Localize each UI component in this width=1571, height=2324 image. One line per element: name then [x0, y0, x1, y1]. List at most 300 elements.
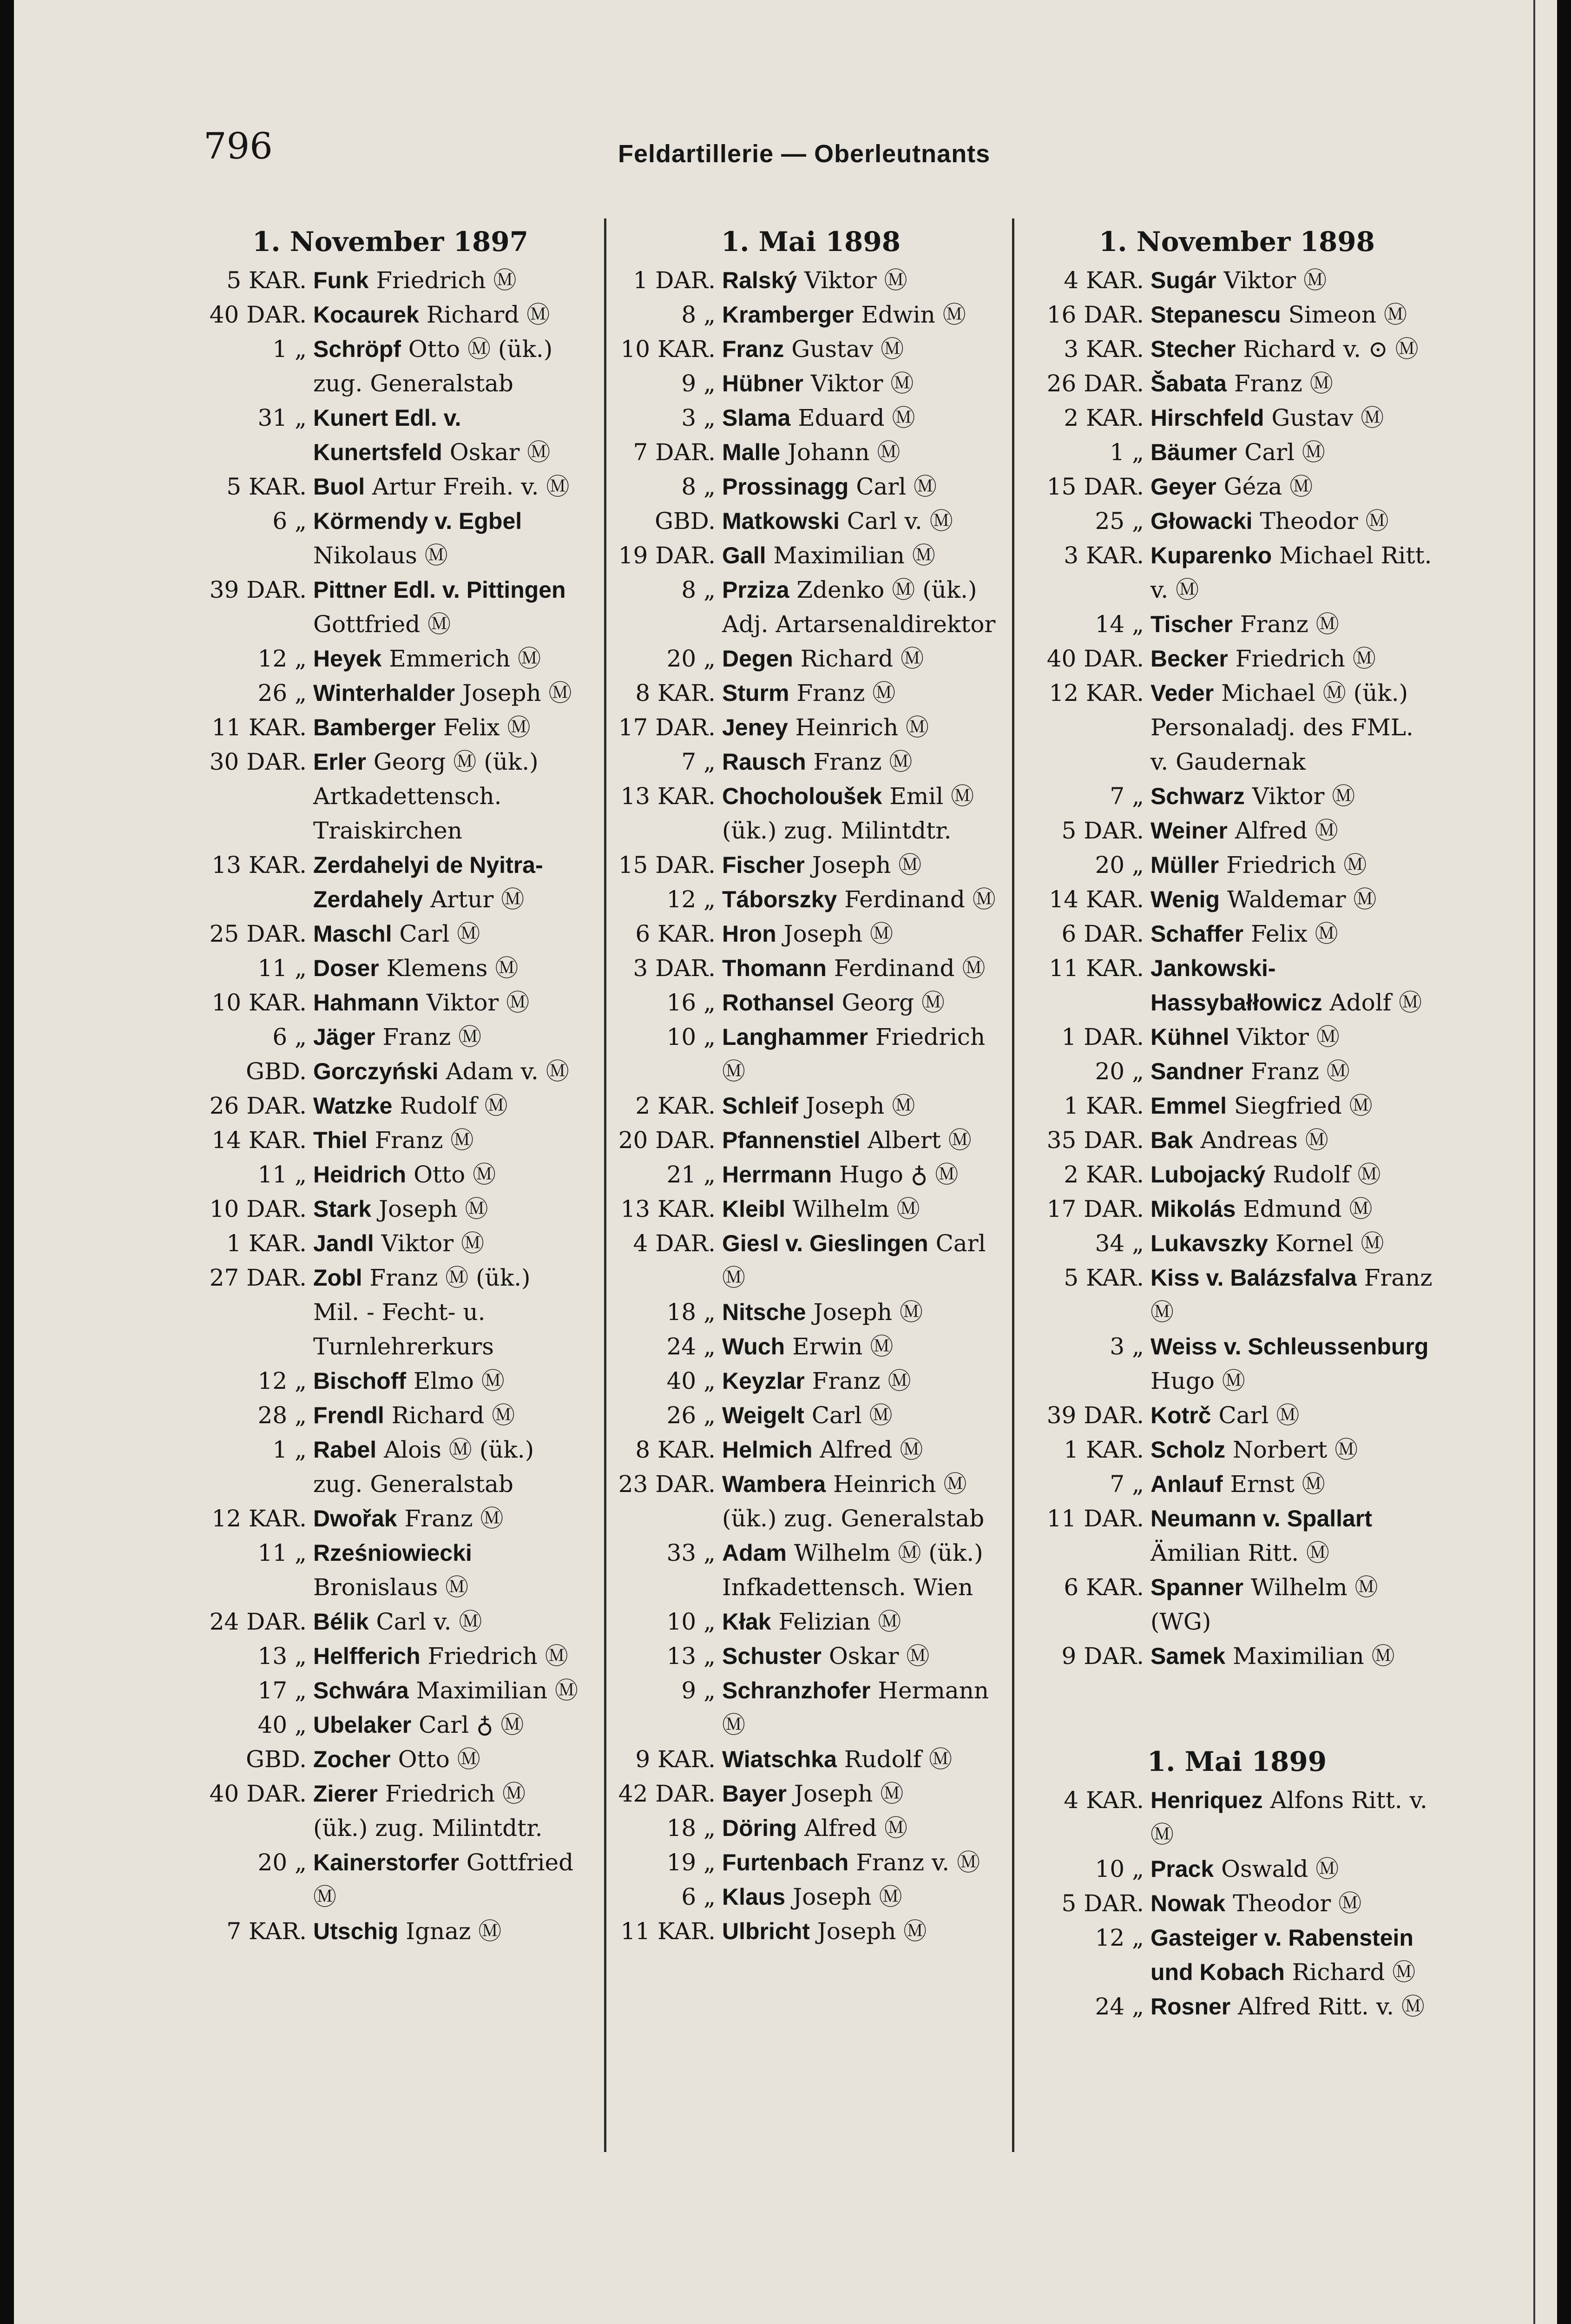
- officer-surname: Jäger: [313, 1024, 375, 1050]
- unit-rank: 18 „: [666, 1815, 716, 1842]
- entry-text: [1150, 1570, 1437, 1639]
- entry-text: [722, 332, 1013, 366]
- list-item: [200, 1433, 581, 1501]
- entry-text: [313, 573, 581, 641]
- officer-surname: Rothansel: [722, 990, 835, 1016]
- entry-text: [722, 1639, 1013, 1673]
- officer-details: Klemens Ⓜ: [379, 955, 519, 982]
- officer-details: Carl v. Ⓜ: [368, 1608, 482, 1635]
- list-item: [1037, 332, 1437, 366]
- unit-rank: 9 „: [681, 370, 716, 397]
- unit-rank: 6 KAR.: [1064, 1574, 1144, 1601]
- unit-rank: 12 „: [257, 645, 307, 672]
- list-item: [200, 1089, 581, 1123]
- entry-text: [313, 263, 581, 297]
- unit-rank: 21 „: [666, 1161, 716, 1188]
- entry-text: [722, 366, 1013, 401]
- entry-text: [1150, 1467, 1437, 1501]
- officer-surname: Thomann: [722, 955, 827, 981]
- officer-details: Friedrich Ⓜ: [420, 1643, 568, 1670]
- entry-text: [313, 1089, 581, 1123]
- unit-rank: 9 KAR.: [635, 1746, 716, 1773]
- unit-rank: 23 DAR.: [618, 1471, 716, 1498]
- entry-text: [1150, 607, 1437, 641]
- officer-details: Viktor Ⓜ: [1244, 783, 1355, 810]
- officer-surname: Hirschfeld: [1150, 405, 1264, 431]
- list-item: [1037, 813, 1437, 848]
- officer-details: Maximilian Ⓜ: [766, 542, 935, 569]
- unit-rank: 20 DAR.: [618, 1127, 716, 1154]
- officer-surname: Wenig: [1150, 886, 1220, 912]
- list-item: [609, 263, 1013, 297]
- officer-details: Carl Ⓜ: [722, 1230, 986, 1291]
- unit-rank: 13 KAR.: [620, 783, 716, 810]
- list-item: [1037, 1467, 1437, 1501]
- entry-text: [1150, 538, 1437, 607]
- entry-text: [722, 641, 1013, 676]
- column-2: [609, 223, 1013, 1948]
- entry-text: [313, 676, 581, 710]
- list-item: [609, 1192, 1013, 1226]
- entry-text: [722, 573, 1013, 641]
- list-item: [609, 1914, 1013, 1948]
- entry-text: [722, 1123, 1013, 1157]
- officer-surname: Weiss v. Schleussenburg: [1150, 1334, 1429, 1360]
- list-item: [609, 332, 1013, 366]
- officer-details: Adolf Ⓜ: [1322, 989, 1422, 1016]
- officer-surname: Rabel: [313, 1437, 377, 1463]
- entry-text: [313, 1123, 581, 1157]
- list-item: [609, 1020, 1013, 1089]
- list-item: [1037, 917, 1437, 951]
- entry-text: [722, 1536, 1013, 1604]
- list-item: [1037, 1783, 1437, 1852]
- officer-surname: Kotrč: [1150, 1402, 1211, 1428]
- entry-text: [1150, 779, 1437, 813]
- entry-text: [1150, 882, 1437, 917]
- unit-rank: 39 DAR.: [209, 576, 307, 603]
- unit-rank: 8 KAR.: [635, 1436, 716, 1463]
- unit-rank: 5 DAR.: [1061, 1890, 1144, 1917]
- unit-rank: 24 „: [1095, 1993, 1144, 2020]
- officer-surname: Schaffer: [1150, 921, 1244, 947]
- unit-rank: 20 „: [1095, 1058, 1144, 1085]
- list-item: [1037, 1157, 1437, 1192]
- list-item: [1037, 1921, 1437, 1989]
- unit-rank: 16 „: [666, 989, 716, 1016]
- officer-details: Gustav Ⓜ: [1264, 404, 1384, 431]
- list-item: [1037, 538, 1437, 607]
- officer-details: Richard Ⓜ: [419, 301, 550, 328]
- list-item: [609, 1880, 1013, 1914]
- unit-rank: 17 „: [257, 1677, 307, 1704]
- officer-details: Oskar Ⓜ: [821, 1643, 930, 1670]
- list-item: [609, 469, 1013, 504]
- officer-details: Ernst Ⓜ: [1223, 1471, 1325, 1498]
- officer-surname: Malle: [722, 439, 781, 465]
- officer-surname: Sturm: [722, 680, 789, 706]
- unit-rank: 18 „: [666, 1299, 716, 1326]
- list-item: [1037, 779, 1437, 813]
- unit-rank: 10 KAR.: [620, 336, 716, 363]
- officer-surname: Stepanescu: [1150, 302, 1281, 328]
- list-item: [1037, 1398, 1437, 1433]
- entry-text: [722, 1742, 1013, 1776]
- officer-details: Georg Ⓜ: [834, 989, 945, 1016]
- officer-details: Albert Ⓜ: [860, 1127, 972, 1154]
- officer-details: Waldemar Ⓜ: [1220, 886, 1377, 913]
- officer-surname: Schröpf: [313, 336, 401, 362]
- officer-surname: Döring: [722, 1815, 797, 1841]
- officer-details: Otto Ⓜ: [390, 1746, 480, 1773]
- entry-text: [1150, 1783, 1437, 1852]
- entry-text: [313, 1020, 581, 1054]
- list-item: [609, 1639, 1013, 1673]
- entry-text: [722, 710, 1013, 745]
- list-item: [1037, 1054, 1437, 1089]
- officer-details: Theodor Ⓜ: [1225, 1890, 1362, 1917]
- officer-details: Gottfried Ⓜ: [313, 611, 451, 638]
- entry-text: [313, 710, 581, 745]
- column-1: [200, 223, 581, 1948]
- unit-rank: 17 DAR.: [618, 714, 716, 741]
- entry-text: [313, 917, 581, 951]
- entry-text: [313, 985, 581, 1020]
- unit-rank: 11 KAR.: [211, 714, 307, 741]
- list-item: [1037, 469, 1437, 504]
- unit-rank: 19 „: [666, 1849, 716, 1876]
- unit-rank: 5 DAR.: [1061, 817, 1144, 844]
- officer-details: Maximilian Ⓜ: [408, 1677, 578, 1704]
- officer-surname: Matkowski: [722, 508, 840, 534]
- entry-text: [313, 1604, 581, 1639]
- unit-rank: 1 „: [272, 336, 307, 363]
- unit-rank: 26 „: [257, 680, 307, 706]
- unit-rank: 26 DAR.: [209, 1092, 307, 1119]
- list-item: [200, 1123, 581, 1157]
- officer-details: Hugo ♁ Ⓜ: [832, 1161, 959, 1188]
- officer-surname: Winterhalder: [313, 680, 455, 706]
- entry-text: [1150, 1261, 1437, 1329]
- list-item: [200, 1639, 581, 1673]
- unit-rank: 3 KAR.: [1064, 336, 1144, 363]
- officer-details: Heinrich Ⓜ (ük.) zug. Generalstab: [722, 1471, 985, 1532]
- entry-text: [722, 917, 1013, 951]
- officer-surname: Stark: [313, 1196, 372, 1222]
- entry-text: [722, 1157, 1013, 1192]
- officer-details: Simeon Ⓜ: [1281, 301, 1407, 328]
- entry-text: [722, 1329, 1013, 1364]
- page-number: 796: [204, 125, 273, 167]
- entry-text: [722, 676, 1013, 710]
- officer-details: Heinrich Ⓜ: [788, 714, 929, 741]
- officer-surname: Bäumer: [1150, 439, 1237, 465]
- unit-rank: 6 DAR.: [1061, 920, 1144, 947]
- officer-details: Franz Ⓜ (ük.) Mil. - Fecht- u. Turnlehrerkurs: [313, 1264, 531, 1360]
- officer-surname: Zobl: [313, 1265, 362, 1291]
- unit-rank: 28 „: [257, 1402, 307, 1429]
- officer-surname: Hübner: [722, 370, 803, 396]
- officer-details: Friedrich Ⓜ: [722, 1023, 986, 1085]
- officer-surname: Rześniowiecki: [313, 1540, 472, 1566]
- list-item: [1037, 1020, 1437, 1054]
- officer-surname: Müller: [1150, 852, 1219, 878]
- unit-rank: 6 „: [272, 508, 307, 535]
- officer-surname: Neumann v. Spallart: [1150, 1505, 1372, 1532]
- officer-details: Emmerich Ⓜ: [381, 645, 541, 672]
- officer-details: Georg Ⓜ (ük.) Artkadettensch. Traiskirchen: [313, 748, 539, 844]
- entry-text: [1150, 263, 1437, 297]
- officer-surname: Jeney: [722, 714, 788, 740]
- officer-details: Viktor Ⓜ: [1216, 267, 1327, 294]
- unit-rank: 15 DAR.: [1046, 473, 1144, 500]
- entry-text: [1150, 1989, 1437, 2024]
- officer-details: Franz Ⓜ: [806, 748, 913, 775]
- officer-surname: Zocher: [313, 1746, 391, 1772]
- entry-text: [722, 435, 1013, 469]
- officer-details: Otto Ⓜ (ük.) zug. Generalstab: [313, 336, 553, 397]
- entry-text: [1150, 1020, 1437, 1054]
- officer-surname: Nowak: [1150, 1890, 1226, 1916]
- entry-text: [722, 745, 1013, 779]
- entry-text: [722, 1776, 1013, 1811]
- list-item: [200, 1226, 581, 1261]
- officer-surname: Helmich: [722, 1437, 813, 1463]
- officer-surname: Lukavszky: [1150, 1230, 1268, 1256]
- officer-details: Franz Ⓜ: [804, 1367, 911, 1394]
- officer-details: Carl Ⓜ: [1237, 439, 1325, 466]
- entry-text: [313, 1433, 581, 1501]
- entry-text: [1150, 332, 1437, 366]
- unit-rank: 4 KAR.: [1064, 1787, 1144, 1814]
- list-item: [1037, 607, 1437, 641]
- list-item: [609, 1226, 1013, 1295]
- officer-details: Carl v. Ⓜ: [839, 508, 953, 535]
- officer-details: Joseph Ⓜ: [371, 1195, 488, 1222]
- officer-details: Otto Ⓜ: [406, 1161, 496, 1188]
- officer-surname: Schwarz: [1150, 783, 1245, 809]
- unit-rank: 1 KAR.: [226, 1230, 307, 1257]
- officer-details: Adam v. Ⓜ: [438, 1058, 569, 1085]
- officer-surname: Spanner: [1150, 1574, 1244, 1600]
- officer-surname: Heyek: [313, 646, 382, 672]
- entry-text: [722, 848, 1013, 882]
- unit-rank: 10 DAR.: [209, 1195, 307, 1222]
- list-item: [200, 676, 581, 710]
- unit-rank: 9 DAR.: [1061, 1643, 1144, 1670]
- list-item: [200, 1673, 581, 1708]
- page-edge-line: [1533, 0, 1535, 2324]
- list-item: [200, 641, 581, 676]
- officer-details: Richard v. ⊙ Ⓜ: [1236, 336, 1419, 363]
- officer-details: Ignaz Ⓜ: [398, 1918, 502, 1945]
- officer-details: Kornel Ⓜ: [1268, 1230, 1384, 1257]
- list-item: [609, 1364, 1013, 1398]
- unit-rank: 4 DAR.: [633, 1230, 716, 1257]
- list-item: [609, 435, 1013, 469]
- entry-text: [1150, 813, 1437, 848]
- list-item: [609, 1157, 1013, 1192]
- officer-details: Carl Ⓜ: [848, 473, 937, 500]
- unit-rank: 8 „: [681, 576, 716, 603]
- entry-text: [1150, 297, 1437, 332]
- officer-details: Siegfried Ⓜ: [1226, 1092, 1373, 1119]
- list-item: [609, 1295, 1013, 1329]
- officer-details: Franz Ⓜ: [397, 1505, 504, 1532]
- unit-rank: 12 KAR.: [211, 1505, 307, 1532]
- list-item: [1037, 297, 1437, 332]
- officer-details: Rudolf Ⓜ: [1265, 1161, 1381, 1188]
- entry-text: [1150, 504, 1437, 538]
- entry-text: [1150, 676, 1437, 779]
- unit-rank: 12 „: [666, 886, 716, 913]
- officer-details: Viktor Ⓜ: [1229, 1023, 1340, 1050]
- officer-surname: Prossinagg: [722, 474, 849, 500]
- officer-details: Gustav Ⓜ: [784, 336, 904, 363]
- officer-surname: Kłak: [722, 1609, 771, 1635]
- entry-text: [722, 1020, 1013, 1089]
- officer-surname: Schleif: [722, 1093, 798, 1119]
- officer-surname: Prziza: [722, 577, 789, 603]
- officer-details: Ämilian Ritt. Ⓜ: [1150, 1539, 1330, 1566]
- list-item: [1037, 1089, 1437, 1123]
- list-item: [1037, 435, 1437, 469]
- list-item: [1037, 401, 1437, 435]
- list-item: [200, 297, 581, 332]
- unit-rank: 5 KAR.: [226, 473, 307, 500]
- officer-details: Ferdinand Ⓜ: [826, 955, 986, 982]
- section-heading: 1. November 1897: [252, 226, 529, 257]
- entry-text: [722, 1226, 1013, 1295]
- unit-rank: 26 „: [666, 1402, 716, 1429]
- entry-text: [313, 745, 581, 848]
- officer-surname: Zierer: [313, 1781, 378, 1807]
- entry-text: [722, 1192, 1013, 1226]
- officer-details: Joseph Ⓜ: [798, 1092, 915, 1119]
- list-item: [609, 1536, 1013, 1604]
- list-item: [609, 538, 1013, 573]
- unit-rank: 40 „: [666, 1367, 716, 1394]
- unit-rank: 7 „: [1110, 1471, 1144, 1498]
- entry-text: [722, 1673, 1013, 1742]
- officer-surname: Erler: [313, 749, 366, 775]
- officer-surname: Emmel: [1150, 1093, 1227, 1119]
- entry-text: [1150, 1123, 1437, 1157]
- unit-rank: 3 „: [1110, 1333, 1144, 1360]
- officer-surname: Bischoff: [313, 1368, 406, 1394]
- unit-rank: 26 DAR.: [1046, 370, 1144, 397]
- list-item: [609, 297, 1013, 332]
- officer-details: Ferdinand Ⓜ: [837, 886, 996, 913]
- officer-details: Carl Ⓜ: [1211, 1402, 1300, 1429]
- officer-details: Hermann Ⓜ: [722, 1677, 989, 1738]
- list-item: [200, 401, 581, 469]
- unit-rank: 13 „: [257, 1643, 307, 1670]
- officer-surname: Kühnel: [1150, 1024, 1229, 1050]
- unit-rank: 14 KAR.: [1049, 886, 1144, 913]
- officer-surname: Nitsche: [722, 1299, 806, 1325]
- list-item: [1037, 1989, 1437, 2024]
- entry-text: [313, 1742, 581, 1776]
- entry-text: [722, 469, 1013, 504]
- officer-surname: Tischer: [1150, 611, 1233, 637]
- unit-rank: 3 DAR.: [633, 955, 716, 982]
- running-title: Feldartillerie — Oberleutnants: [618, 140, 991, 168]
- entry-text: [722, 1467, 1013, 1536]
- unit-rank: 6 KAR.: [635, 920, 716, 947]
- list-item: [200, 573, 581, 641]
- officer-details: Johann Ⓜ: [780, 439, 901, 466]
- officer-details: Carl Ⓜ: [392, 920, 480, 947]
- unit-rank: 15 DAR.: [618, 852, 716, 878]
- unit-rank: 13 KAR.: [620, 1195, 716, 1222]
- list-item: [200, 1501, 581, 1536]
- list-item: [1037, 366, 1437, 401]
- officer-surname: Rausch: [722, 749, 806, 775]
- list-item: [200, 1914, 581, 1948]
- unit-rank: 24 DAR.: [209, 1608, 307, 1635]
- unit-rank: 33 „: [666, 1539, 716, 1566]
- list-item: [609, 848, 1013, 882]
- section-heading: 1. Mai 1898: [721, 226, 901, 257]
- entry-text: [1150, 401, 1437, 435]
- unit-rank: 10 KAR.: [211, 989, 307, 1016]
- officer-surname: Bayer: [722, 1781, 787, 1807]
- entry-text: [722, 1364, 1013, 1398]
- entry-text: [313, 1398, 581, 1433]
- officer-details: Elmo Ⓜ: [406, 1367, 505, 1394]
- entry-text: [722, 882, 1013, 917]
- officer-details: Alfred Ritt. v. Ⓜ: [1230, 1993, 1425, 2020]
- entry-text: [1150, 1192, 1437, 1226]
- officer-surname: Bak: [1150, 1127, 1193, 1153]
- officer-details: Joseph Ⓜ: [787, 1780, 904, 1807]
- officer-details: Friedrich Ⓜ: [1228, 645, 1376, 672]
- unit-rank: 1 KAR.: [1064, 1092, 1144, 1119]
- entry-text: [722, 263, 1013, 297]
- officer-surname: Klaus: [722, 1884, 786, 1910]
- officer-surname: Bamberger: [313, 714, 436, 740]
- entry-text: [313, 1776, 581, 1845]
- officer-surname: Helfferich: [313, 1643, 421, 1669]
- officer-details: Rudolf Ⓜ: [392, 1092, 508, 1119]
- officer-surname: Doser: [313, 955, 379, 981]
- officer-surname: Langhammer: [722, 1024, 868, 1050]
- entry-text: [1150, 1921, 1437, 1989]
- unit-rank: 10 „: [666, 1023, 716, 1050]
- officer-surname: Buol: [313, 474, 365, 500]
- list-item: [200, 1776, 581, 1845]
- officer-details: Carl Ⓜ: [804, 1402, 893, 1429]
- unit-rank: 1 KAR.: [1064, 1436, 1144, 1463]
- entry-text: [722, 1089, 1013, 1123]
- list-item: [609, 745, 1013, 779]
- officer-surname: Ubelaker: [313, 1712, 412, 1738]
- list-item: [609, 1329, 1013, 1364]
- list-item: [609, 1467, 1013, 1536]
- unit-rank: 7 DAR.: [633, 439, 716, 466]
- officer-details: Franz Ⓜ: [789, 680, 896, 706]
- list-item: [200, 1708, 581, 1742]
- unit-rank: 31 „: [257, 404, 307, 431]
- officer-details: Franz Ⓜ: [1226, 370, 1333, 397]
- officer-surname: Fischer: [722, 852, 805, 878]
- entry-text: [1150, 1157, 1437, 1192]
- officer-surname: Ralský: [722, 267, 797, 293]
- list-item: [200, 917, 581, 951]
- unit-rank: 42 DAR.: [618, 1780, 716, 1807]
- unit-rank: GBD.: [246, 1058, 307, 1085]
